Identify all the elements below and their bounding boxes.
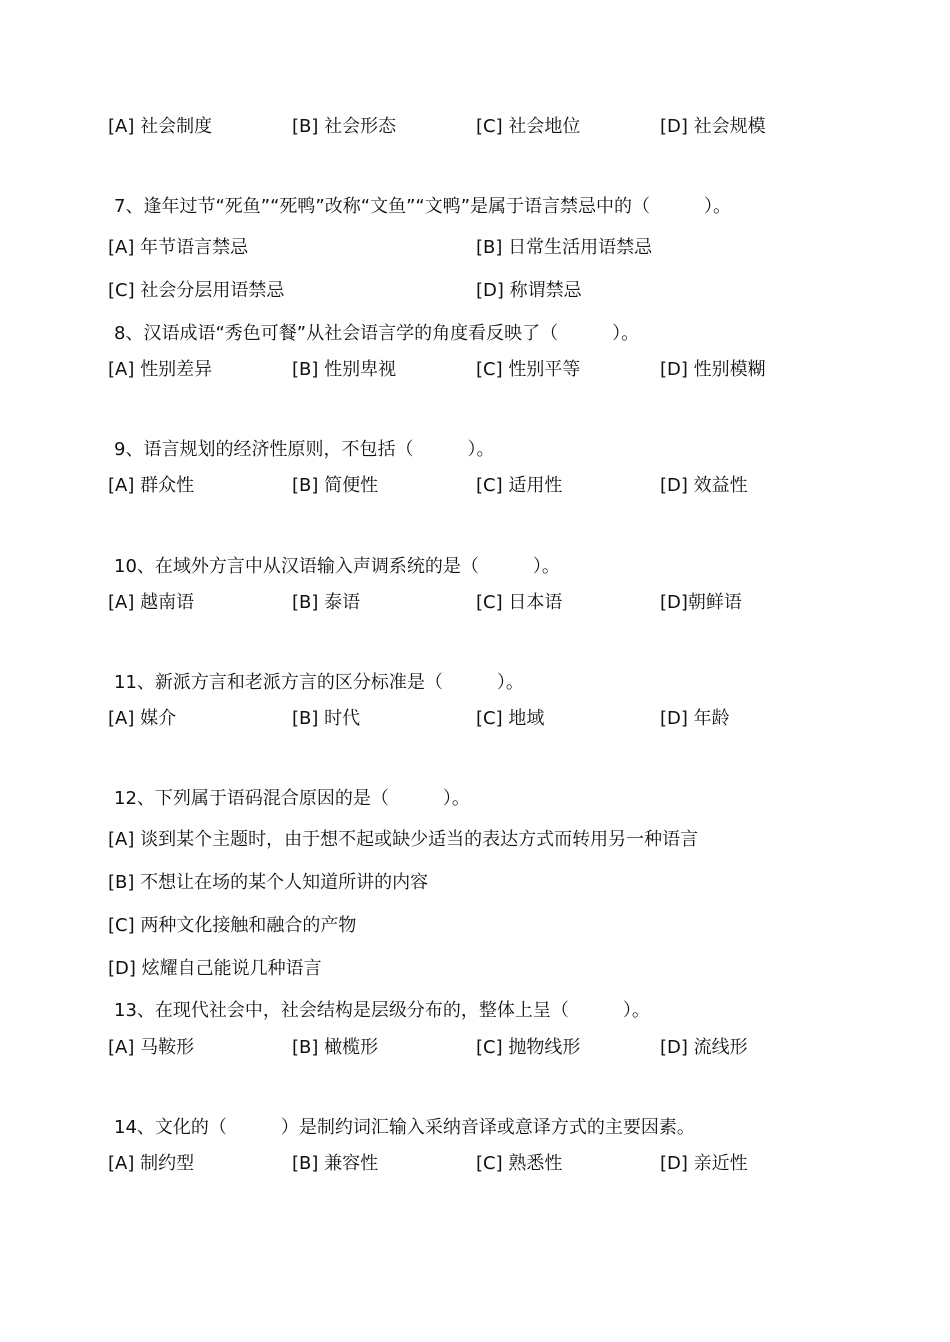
question-12-stem: 12、下列属于语码混合原因的是（ ）。 <box>114 788 470 809</box>
q12-option-d: [D] 炫耀自己能说几种语言 <box>108 958 322 979</box>
q12-option-a: [A] 谈到某个主题时，由于想不起或缺少适当的表达方式而转用另一种语言 <box>108 829 699 850</box>
q13-option-b: [B] 橄榄形 <box>292 1037 379 1058</box>
q8-option-b: [B] 性别卑视 <box>292 359 397 380</box>
q10-option-a: [A] 越南语 <box>108 592 195 613</box>
q6-option-c: [C] 社会地位 <box>476 116 581 137</box>
q7-option-c: [C] 社会分层用语禁忌 <box>108 280 285 301</box>
q11-option-b: [B] 时代 <box>292 708 361 729</box>
q7-option-d: [D] 称谓禁忌 <box>476 280 582 301</box>
q6-option-a: [A] 社会制度 <box>108 116 213 137</box>
q11-option-a: [A] 媒介 <box>108 708 177 729</box>
question-11-stem: 11、新派方言和老派方言的区分标准是（ ）。 <box>114 672 524 693</box>
q6-option-b: [B] 社会形态 <box>292 116 397 137</box>
q8-option-d: [D] 性别模糊 <box>660 359 766 380</box>
question-13-stem: 13、在现代社会中，社会结构是层级分布的，整体上呈（ ）。 <box>114 1000 650 1021</box>
q13-option-c: [C] 抛物线形 <box>476 1037 581 1058</box>
q14-option-c: [C] 熟悉性 <box>476 1153 563 1174</box>
q10-option-b: [B] 泰语 <box>292 592 361 613</box>
q9-option-a: [A] 群众性 <box>108 475 195 496</box>
question-14-stem: 14、文化的（ ）是制约词汇输入采纳音译或意译方式的主要因素。 <box>114 1117 695 1138</box>
q7-option-a: [A] 年节语言禁忌 <box>108 237 249 258</box>
question-9-stem: 9、语言规划的经济性原则，不包括（ ）。 <box>114 439 495 460</box>
q9-option-d: [D] 效益性 <box>660 475 748 496</box>
q12-option-c: [C] 两种文化接触和融合的产物 <box>108 915 357 936</box>
q8-option-c: [C] 性别平等 <box>476 359 581 380</box>
q7-option-b: [B] 日常生活用语禁忌 <box>476 237 653 258</box>
question-7-stem: 7、逢年过节“死鱼”“死鸭”改称“文鱼”“文鸭”是属于语言禁忌中的（ ）。 <box>114 196 732 217</box>
q12-option-b: [B] 不想让在场的某个人知道所讲的内容 <box>108 872 429 893</box>
q13-option-a: [A] 马鞍形 <box>108 1037 195 1058</box>
question-8-stem: 8、汉语成语“秀色可餐”从社会语言学的角度看反映了（ ）。 <box>114 323 640 344</box>
question-10-stem: 10、在域外方言中从汉语输入声调系统的是（ ）。 <box>114 556 560 577</box>
q6-option-d: [D] 社会规模 <box>660 116 766 137</box>
q10-option-c: [C] 日本语 <box>476 592 563 613</box>
q11-option-c: [C] 地域 <box>476 708 545 729</box>
q9-option-b: [B] 简便性 <box>292 475 379 496</box>
q14-option-d: [D] 亲近性 <box>660 1153 748 1174</box>
q8-option-a: [A] 性别差异 <box>108 359 213 380</box>
q10-option-d: [D]朝鲜语 <box>660 592 742 613</box>
q11-option-d: [D] 年龄 <box>660 708 730 729</box>
q9-option-c: [C] 适用性 <box>476 475 563 496</box>
q13-option-d: [D] 流线形 <box>660 1037 748 1058</box>
q14-option-b: [B] 兼容性 <box>292 1153 379 1174</box>
q14-option-a: [A] 制约型 <box>108 1153 195 1174</box>
